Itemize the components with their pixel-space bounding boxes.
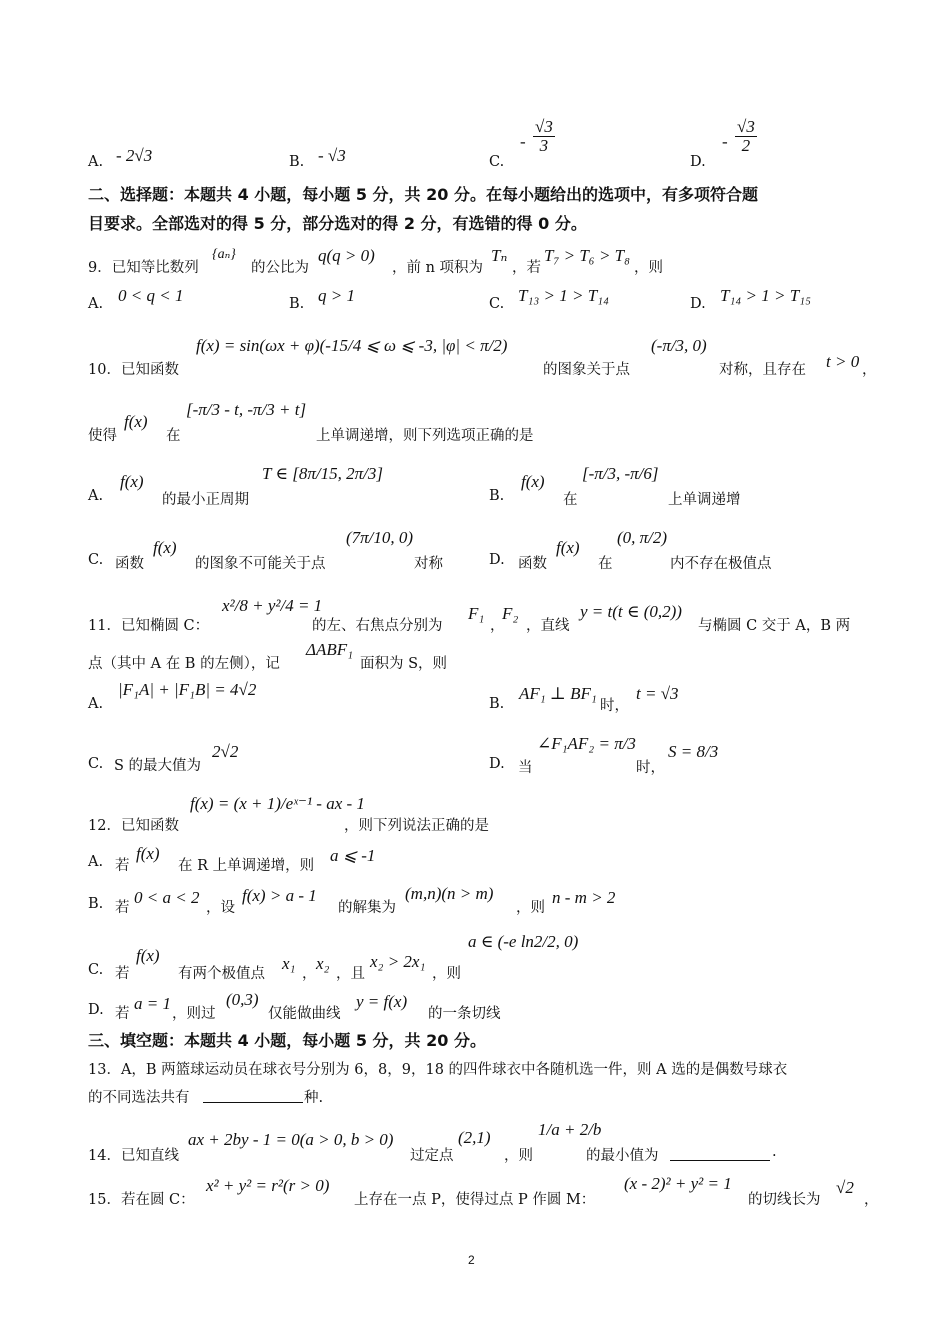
- q12-func: f(x) = (x + 1)/eˣ⁻¹ - ax - 1: [190, 794, 365, 813]
- q8-a-math: - 2√3: [116, 146, 153, 165]
- section3-title: 三、填空题：本题共 4 小题，每小题 5 分，共 20 分。: [88, 1031, 486, 1050]
- q9-q: q(q > 0): [318, 246, 375, 265]
- q8-b-math: - √3: [318, 146, 346, 165]
- q8-d-frac: $\frac{√3}{2}$: [737, 117, 755, 155]
- q11-line: y = t(t ∈ (0,2)): [580, 602, 682, 621]
- q15-circle: x² + y² = r²(r > 0): [206, 1176, 330, 1195]
- q11-d-math: ∠F₁AF₂ = π/3: [537, 734, 636, 753]
- q11-line2: 点（其中 A 在 B 的左侧），记 ΔABF₁ 面积为 S，则: [88, 640, 448, 672]
- q11-cd-options: C. S 的最大值为 2√2 D. 当 ∠F₁AF₂ = π/3 时， S = 8/3: [88, 734, 719, 776]
- q10-a-math: T ∈ [8π/15, 2π/3]: [262, 464, 383, 483]
- section2-line2: 目要求。全部选对的得 5 分，部分选对的得 2 分，有选错的得 0 分。: [88, 214, 587, 233]
- q14-stem: 14．已知直线 ax + 2by - 1 = 0(a > 0, b > 0) 过定点 (2,1) ，则 1/a + 2/b 的最小值为 .: [88, 1120, 777, 1164]
- q12-b-option: B. 若 0 < a < 2 ，设 f(x) > a - 1 的解集为 (m,n)(n > m) ，则 n - m > 2: [88, 884, 616, 916]
- q8-c-frac: $\frac{√3}{3}$: [535, 117, 553, 155]
- q8-b-label: B.: [289, 154, 305, 170]
- q10-line2: 使得 f(x) 在 [-π/3 - t, -π/3 + t] 上单调递增，则下列选项正确的是: [88, 400, 534, 444]
- q12-c-result: a ∈ (-e ln2/2, 0): [468, 932, 579, 951]
- q8-d-sign: -: [722, 132, 728, 151]
- q11-ellipse: x²/8 + y²/4 = 1: [222, 596, 323, 615]
- q10-point: (-π/3, 0): [651, 336, 707, 355]
- q8-d-label: D.: [690, 154, 706, 170]
- q10-d-math: (0, π/2): [617, 528, 668, 547]
- q8-c-label: C.: [489, 154, 505, 170]
- q12-stem: 12．已知函数 f(x) = (x + 1)/eˣ⁻¹ - ax - 1 ，则下列说法正确的是: [88, 794, 489, 834]
- q8-a-label: A.: [88, 154, 104, 170]
- q13-answer-blank: [203, 1102, 303, 1103]
- q10-func: f(x) = sin(ωx + φ)(-15/4 ⩽ ω ⩽ -3, |φ| < π/2): [196, 336, 508, 355]
- q9-seq: {aₙ}: [212, 247, 236, 262]
- q15-circleM: (x - 2)² + y² = 1: [624, 1174, 732, 1193]
- q9-cond: T₇ > T₆ > T₈: [544, 246, 631, 265]
- q13-line1: 13．A，B 两篮球运动员在球衣号分别为 6，8，9，18 的四件球衣中各随机选一件，则 A 选的是偶数号球衣: [88, 1062, 788, 1078]
- q11-stem: 11．已知椭圆 C： x²/8 + y²/4 = 1 的左、右焦点分别为 F₁ ， F₂ ，直线 y = t(t ∈ (0,2)) 与椭圆 C 交于 A，B 两: [88, 596, 851, 634]
- q10-interval: [-π/3 - t, -π/3 + t]: [186, 400, 307, 419]
- q10-c-math: (7π/10, 0): [346, 528, 414, 547]
- q13-line2: 的不同选法共有 种.: [88, 1090, 324, 1106]
- q10-b-math: [-π/3, -π/6]: [582, 464, 659, 483]
- q9-T: Tₙ: [491, 246, 508, 265]
- q14-answer-blank: [670, 1160, 770, 1161]
- q9-options: A. 0 < q < 1 B. q > 1 C. T₁₃ > 1 > T₁₄ D. T₁₄ > 1 > T₁₅: [88, 286, 811, 312]
- section2-line1: 二、选择题：本题共 4 小题，每小题 5 分，共 20 分。在每小题给出的选项中，有多项符合题: [88, 185, 758, 204]
- q10-t: t > 0: [826, 352, 860, 371]
- q11-a-math: |F₁A| + |F₁B| = 4√2: [118, 680, 257, 699]
- q10-ab-options: A. f(x) 的最小正周期 T ∈ [8π/15, 2π/3] B. f(x) 在 [-π/3, -π/6] 上单调递增: [88, 464, 741, 508]
- page-number: 2: [468, 1253, 475, 1267]
- q12-d-option: D. 若 a = 1 ，则过 (0,3) 仅能做曲线 y = f(x) 的一条切线: [88, 990, 501, 1022]
- q14-expr: 1/a + 2/b: [538, 1120, 602, 1139]
- q8-c-sign: -: [520, 132, 526, 151]
- q12-c-option: C. 若 f(x) 有两个极值点 x₁ ， x₂ ，且 x₂ > 2x₁ ，则 a ∈ (-e ln2/2, 0): [88, 932, 579, 982]
- q11-ab-options: A. |F₁A| + |F₁B| = 4√2 B. AF₁ ⊥ BF₁ 时， t = √3: [88, 680, 679, 714]
- q12-a-option: A. 若 f(x) 在 R 上单调递增，则 a ⩽ -1: [88, 844, 376, 874]
- q8-options: [0, 118, 950, 178]
- q9-stem: 9．已知等比数列 {aₙ} 的公比为 q(q > 0) ，前 n 项积为 Tₙ ，若 T₇ > T₆ > T₈ ，则: [88, 246, 663, 276]
- q15-stem: 15．若在圆 C： x² + y² = r²(r > 0) 上存在一点 P，使得过点 P 作圆 M： (x - 2)² + y² = 1 的切线长为 √2 ，: [88, 1174, 879, 1208]
- q10-stem: 10．已知函数 f(x) = sin(ωx + φ)(-15/4 ⩽ ω ⩽ -3, |φ| < π/2) 的图象关于点 (-π/3, 0) 对称，且存在 t > 0 ，: [88, 336, 877, 378]
- q10-cd-options: C. 函数 f(x) 的图象不可能关于点 (7π/10, 0) 对称 D. 函数 f(x) 在 (0, π/2) 内不存在极值点: [88, 528, 772, 572]
- q14-line: ax + 2by - 1 = 0(a > 0, b > 0): [188, 1130, 394, 1149]
